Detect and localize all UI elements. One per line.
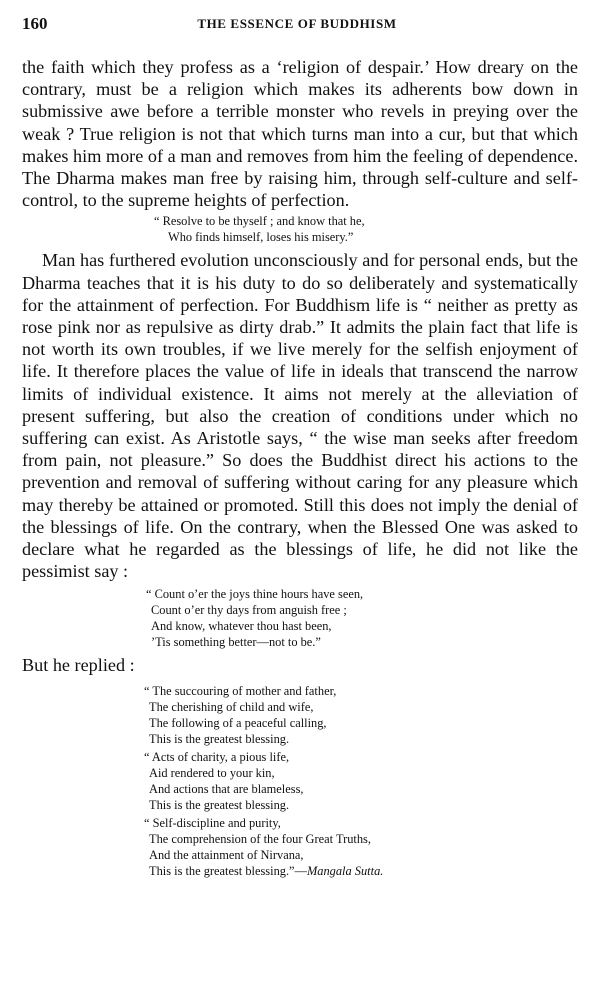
verse-quote-1 (22, 213, 578, 245)
verse-line: “ Self-discipline and purity, (144, 815, 281, 830)
running-head: THE ESSENCE OF BUDDHISM (197, 16, 397, 31)
paragraph-2: Man has furthered evolution unconsciously and for personal ends, but the Dharma teaches that it is his duty to do so deliberately and systematically for the attainment of perfection. For Buddhism life is “ neither as pretty as rose pink nor as repulsive as dirty drab.” It admits the plain fact that life is not worth its own troubles, if we live merely for the selfish enjoyment of life. It therefore places the value of life in ideals that transcend the narrow limits of individual existence. It aims not merely at the alleviation of present suffering, but also the creation of conditions under which no suffering can exist. As Aristotle says, “ the wise man seeks after freedom from pain, not pleasure.” So does the Buddhist direct his actions to the prevention and removal of suffering without caring for any pleasure which may thereby be attained or promoted. Still this does not imply the denial of the blessings of life. On the contrary, when the Blessed One was asked to declare what he regarded as the blessings of life, he did not like the pessimist say : (22, 250, 578, 582)
verse-line: The comprehension of the four Great Truths, (149, 831, 371, 846)
verse-line-text: This is the greatest blessing.”— (149, 863, 307, 878)
verse-line: “ The succouring of mother and father, (144, 683, 337, 698)
verse-line: And actions that are blameless, (149, 781, 304, 796)
verse-line: The cherishing of child and wife, (149, 699, 314, 714)
stanza-3 (144, 815, 578, 879)
verse-line: Aid rendered to your kin, (149, 765, 275, 780)
verse-quote-2 (22, 586, 578, 650)
verse-line: “ Resolve to be thyself ; and know that he, (154, 214, 365, 229)
body-text (22, 56, 578, 881)
verse-line: ’Tis something better—not to be.” (151, 635, 321, 650)
verse-line: Who finds himself, loses his misery.” (168, 230, 354, 245)
verse-quote-3 (22, 683, 578, 879)
verse-line: Count o’er thy days from anguish free ; (151, 603, 347, 618)
verse-line: This is the greatest blessing. (149, 797, 290, 812)
verse-last-line (144, 863, 578, 879)
transition-line: But he replied : (22, 655, 135, 676)
verse-line: And know, whatever thou hast been, (151, 619, 332, 634)
verse-line: “ Count o’er the joys thine hours have seen, (146, 587, 364, 602)
verse-line: This is the greatest blessing. (149, 731, 290, 746)
stanza-2 (144, 749, 578, 813)
verse-line: And the attainment of Nirvana, (149, 847, 304, 862)
page-header (22, 14, 572, 38)
verse-line: “ Acts of charity, a pious life, (144, 749, 290, 764)
paragraph-1: the faith which they profess as a ‘religion of despair.’ How dreary on the contrary, must be a religion which makes its adherents bow down in submissive awe before a terrible monster who revels in preying over the weak ? True religion is not that which turns man into a cur, but that which makes him more of a man and removes from him the feeling of dependence. The Dharma makes man free by raising him, through self-culture and self-control, to the supreme heights of perfection. (22, 57, 578, 211)
verse-line: The following of a peaceful calling, (149, 715, 327, 730)
page-number: 160 (22, 14, 48, 33)
citation: Mangala Sutta. (306, 863, 384, 878)
stanza-1 (144, 683, 578, 747)
